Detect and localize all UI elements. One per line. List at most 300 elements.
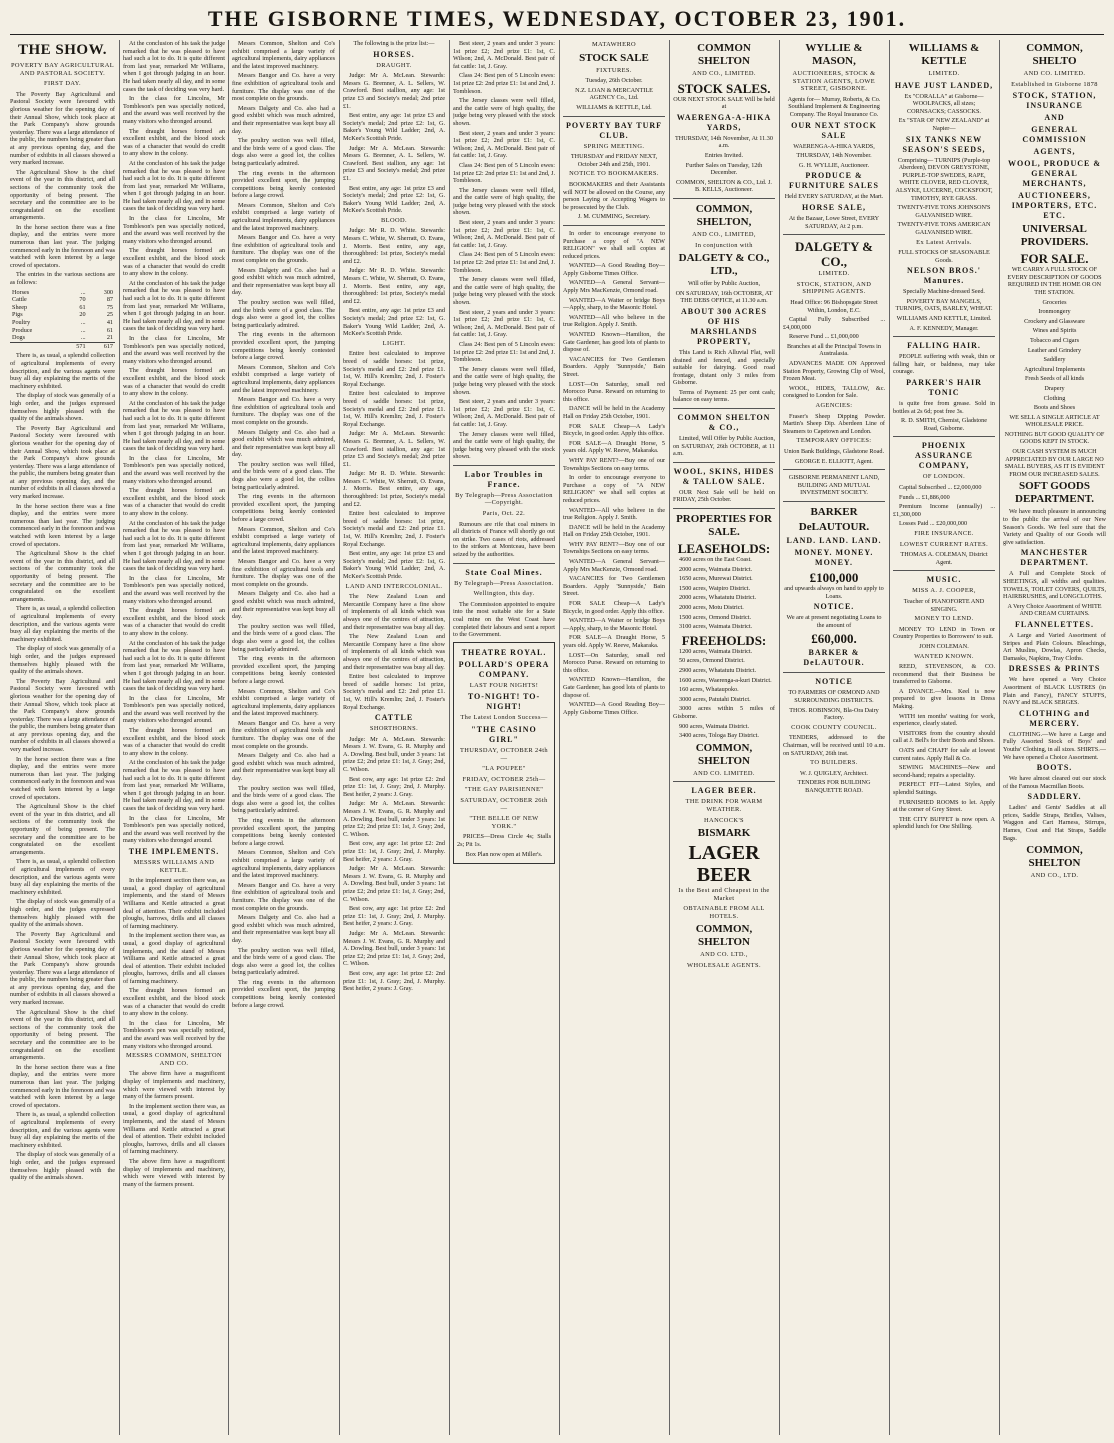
prize-paragraph: The Jersey classes were well filled, and the cattle were of high quality, the judge being very pleased with the stock shown. bbox=[453, 186, 555, 217]
turf-club-heading: POVERTY BAY TURF CLUB. bbox=[565, 120, 663, 140]
article-paragraph: The poultry section was well filled, and the birds were of a good class. The dogs also were a good lot, the collies being particularly admired. bbox=[232, 137, 335, 167]
advert-paragraph: WOOL, HIDES, TALLOW, &c. consigned to London for Sale. bbox=[783, 384, 885, 400]
show-paragraph: There is, as usual, a splendid collection of agricultural implements of every description, and the various agents were busy all day explaining the merits of the machinery exhibited. bbox=[10, 352, 115, 390]
article-paragraph: Messrs Dalgety and Co. also had a good exhibit which was much admired, and their representative was kept busy all day. bbox=[232, 104, 335, 135]
article-paragraph: At the conclusion of his task the judge remarked that he was pleased to have had such a lot to do. It is quite different from last year, remarked Mr Williams, when I got through judging in an hour. He had taken nearly all day, and in some cases the task of deciding was very hard. bbox=[123, 759, 225, 812]
theatre-prices: PRICES—Dress Circle 4s; Stalls 2s; Pit 1s. bbox=[457, 833, 551, 848]
article-paragraph: At the conclusion of his task the judge remarked that he was pleased to have had such a lot to do. It is quite different from last year, remarked Mr Williams, when I got through judging in an hour. He had taken nearly all day, and in some cases the task of deciding was very hard. bbox=[123, 279, 225, 333]
prize-paragraph: Judge: Mr R. D. White. Stewards: Messrs C. White, W. Sherratt, O. Evans, J. Morris. Best entire, any age, thoroughbred: 1st prize, Society's medal and £2. bbox=[343, 267, 445, 305]
advert-line: OUR NEXT STOCK SALE Will be held at bbox=[673, 95, 775, 111]
loan-amount: £100,000 bbox=[809, 569, 859, 585]
advert-line: TWENTY-FIVE TONS AMERICAN GALVANISED WIRE. bbox=[897, 221, 991, 236]
classified-ad: LOST—On Saturday, small red Morocco Purse. Reward on returning to this office. bbox=[563, 651, 665, 674]
entries-total-row: 571 617 bbox=[10, 342, 115, 350]
prize-paragraph: Best entire, any age: 1st prize £3 and Society's medal; 2nd prize £2: 1st, G. Baker's Young Wild Ladder; 2nd, A. McKee's Scottish Pride. bbox=[343, 184, 445, 215]
theatre-company: POLLARD'S OPERA COMPANY. bbox=[458, 659, 550, 679]
advert-paragraph: This Land is Rich Alluvial Flat, well drained and fenced, and specially suitable for dairying. Good road frontage, distant only 3 miles from Gisborne. bbox=[673, 348, 775, 387]
implements-heading: THE IMPLEMENTS. bbox=[128, 846, 220, 856]
advert-line: Union Bank Buildings, Gladstone Road. bbox=[783, 448, 885, 455]
classified-ad: WANTED—All who believe in the true Religion. Apply J. Smith. bbox=[563, 506, 665, 522]
lager-best: Is the Best and Cheapest in the Market bbox=[678, 887, 770, 902]
property-item: 2000 acres, Whatatutu District. bbox=[679, 594, 757, 602]
article-paragraph: The above firm have a magnificent display of implements and machinery, which were viewed with interest by many of the farmers present. bbox=[123, 1070, 225, 1101]
music-teacher: MISS A. J. COOPER, bbox=[912, 587, 976, 595]
builders-heading: TO BUILDERS. bbox=[810, 759, 858, 767]
stock-sales-heading: STOCK SALES. bbox=[677, 80, 771, 96]
advert-heading: WILLIAMS & KETTLE bbox=[908, 42, 980, 67]
lager-brand: HANCOCK'S bbox=[704, 816, 744, 824]
lend-heading: MONEY TO LEND. bbox=[914, 615, 974, 623]
theatre-play-title: "LA POUPEE" bbox=[482, 765, 526, 773]
property-item: 3400 acres, Tologa Bay District. bbox=[679, 732, 759, 740]
labour-dateline: Paris, Oct. 22. bbox=[482, 510, 526, 518]
manchester-heading: MANCHESTER DEPARTMENT. bbox=[1020, 548, 1089, 568]
classified-ad: FOR SALE—A Draught Horse, 5 years old. Apply W. Reeve, Makaraka. bbox=[563, 634, 665, 649]
separator bbox=[783, 501, 885, 502]
fixture-title: STOCK SALE bbox=[579, 51, 649, 64]
entries-table bbox=[10, 289, 115, 351]
show-paragraph: The display of stock was generally of a high order, and the judges expressed themselves highly pleased with the quality of the animals shown. bbox=[10, 392, 115, 423]
advert-paragraph: We have much pleasure in announcing to the public the arrival of our New Season's Goods. We feel sure that the Variety and Quality of our Goods will give satisfaction. bbox=[1003, 508, 1106, 546]
advert-line: and upwards always on hand to apply to Loans. bbox=[784, 584, 884, 600]
article-paragraph: Messrs Common, Shelton and Co's exhibit comprised a large variety of agricultural implements, dairy appliances and the latest improved machinery. bbox=[232, 687, 335, 718]
classified-ad: WHY PAY RENT?—Buy one of our Townships Sections on easy terms. bbox=[563, 456, 665, 472]
prize-paragraph: Judge: Mr A. McLean. Stewards: Messrs J. W. Evans, G. R. Murphy and A. Dowling. Best bull, under 3 years: 1st prize £2; 2nd prize £1: 1st, J. Gray; 2nd, C. Wilson. bbox=[343, 800, 445, 838]
goods-line: Agricultural Implements bbox=[1024, 365, 1085, 373]
show-paragraph: In the horse section there was a fine display, and the entries were more numerous than last year. The judging commenced early in the forenoon and was watched with keen interest by a large crowd of spectators. bbox=[10, 502, 115, 548]
notice-heading: NOTICE. bbox=[813, 602, 855, 612]
advert-signature: WILLIAMS AND KETTLE, Limited. bbox=[896, 315, 992, 323]
properties-heading: PROPERTIES FOR SALE. bbox=[676, 513, 772, 539]
advert-subheading: AND CO., LIMITED, bbox=[692, 230, 756, 238]
article-paragraph: In the class for Lincolns, Mr Tombleson's pen was specially noticed, and the award was well received by the many visitors who thronged around. bbox=[123, 694, 225, 725]
dalgety-agents: STOCK, STATION, AND SHIPPING AGENTS. bbox=[796, 280, 872, 296]
goods-line: Crockery and Glassware bbox=[1024, 317, 1085, 325]
prize-paragraph: Class 24: Best pen of 5 Lincoln ewes: 1st prize £2: 2nd prize £1: 1st and 2nd, J. Tombleson. bbox=[453, 161, 555, 185]
prize-paragraph: Best steer, 2 years and under 3 years: 1st prize £2; 2nd prize £1: 1st, C. Wilson; 2nd, A. McDonald. Best pair of fat cattle: 1st, J. Gray. bbox=[453, 129, 555, 160]
section-subheading: LAND AND INTERCOLONIAL. bbox=[345, 582, 443, 590]
prize-paragraph: Judge: Mr A. McLean. Stewards: Messrs G. Bremner, A. L. Sellers, W. Crawford. Best stallion, any age: 1st prize £3 and Society's medal; 2nd prize £1. bbox=[343, 430, 445, 468]
labour-source: By Telegraph—Press Association—Copyright. bbox=[455, 491, 553, 507]
advert-subheading: AND CO., LTD. bbox=[1030, 872, 1079, 880]
flannelettes-heading: FLANNELETTES. bbox=[1014, 619, 1095, 629]
prize-paragraph: Class 24: Best pen of 5 Lincoln ewes: 1st prize £2: 2nd prize £1: 1st and 2nd, J. Tombleson. bbox=[453, 340, 555, 364]
theatre-last-nights: LAST FOUR NIGHTS! bbox=[469, 681, 539, 689]
prize-paragraph: Judge: Mr A. McLean. Stewards: Messrs J. W. Evans, G. R. Murphy and A. Dowling. Best bull, under 3 years: 1st prize £2; 2nd prize £1: 1st, J. Gray; 2nd, C. Wilson. bbox=[343, 735, 445, 774]
advert-paragraph: is quite free from grease. Sold in bottles at 2s 6d; post free 3s. bbox=[893, 400, 995, 415]
separator bbox=[673, 408, 775, 409]
column-judging bbox=[123, 40, 225, 1435]
show-day: FIRST DAY. bbox=[44, 80, 81, 88]
advert-line: Comprising— TURNIPS (Purple-top Aberdeen), DEVON GREYSTONE, PURPLE-TOP SWEDES, RAPE, WHITE CLOVER, RED CLOVER, ALSYKE, LUCERNE, COCKSFOOT, TIMOTHY, RYE GRASS. bbox=[895, 156, 993, 202]
fixture-line: Tuesday, 26th October. bbox=[585, 77, 643, 85]
prize-paragraph: Judge: Mr A. McLean. Stewards: Messrs G. Bremner, A. L. Sellers, W. Crawford. Best stallion, any age: 1st prize £3 and Society's medal; 2nd prize £1. bbox=[343, 72, 445, 110]
advert-line: WAERENGA-A-HIKA YARDS, bbox=[793, 142, 875, 150]
article-paragraph: In the class for Lincolns, Mr Tombleson's pen was specially noticed, and the award was well received by the many visitors who thronged around. bbox=[123, 574, 225, 605]
labour-heading: Labor Troubles in France. bbox=[464, 469, 544, 489]
property-item: 3100 acres, Waimata District. bbox=[679, 623, 753, 631]
show-paragraph: The display of stock was generally of a high order, and the judges expressed themselves highly pleased with the quality of the animals shown. bbox=[10, 1151, 115, 1182]
masthead-title: THE GISBORNE TIMES, WEDNESDAY, OCTOBER 23, 1901. bbox=[207, 6, 907, 31]
advert-line: Ex "STAR OF NEW ZEALAND" at Napier— bbox=[898, 117, 990, 132]
separator bbox=[563, 225, 665, 226]
property-item: 160 acres, Whataupoko. bbox=[679, 686, 739, 694]
advert-line: WE CARRY A FULL STOCK OF EVERY DESCRIPTION OF GOODS REQUIRED IN THE HOME OR ON THE STATION. bbox=[1007, 266, 1102, 296]
classified-ad: WANTED—A Waiter or bridge Boys—Apply, sharp, to the Masonic Hotel. bbox=[563, 296, 665, 312]
advert-signature: GEORGE E. ELLIOTT, Agent. bbox=[795, 457, 873, 465]
money-line: MONEY. MONEY. MONEY. bbox=[794, 547, 874, 567]
classified-ad: In order to encourage everyone to Purchase a copy of "A NEW RELIGION" we shall sell copies at reduced prices. bbox=[563, 474, 665, 504]
prize-paragraph: The Jersey classes were well filled, and the cattle were of high quality, the judge being very pleased with the stock shown. bbox=[453, 97, 555, 127]
advert-line: TWENTY-FIVE TONS JOHNSON'S GALVANISED WIRE. bbox=[897, 204, 991, 219]
article-paragraph: The ring events in the afternoon provided excellent sport, the jumping competitions being keenly contested before a large crowd. bbox=[232, 169, 335, 200]
classified-ad: WANTED Known—Hamilton, the Gate Gardener, has good lots of plants to dispose of. bbox=[563, 676, 665, 699]
council-heading: COOK COUNTY COUNCIL. bbox=[791, 723, 877, 731]
advert-heading: STOCK, STATION, INSURANCE bbox=[1012, 91, 1097, 111]
section-subheading: LIGHT. bbox=[382, 339, 406, 347]
advert-heading: HAVE JUST LANDED, bbox=[894, 80, 994, 90]
article-paragraph: The poultry section was well filled, and the birds were of a good class. The dogs also were a good lot, the collies being particularly admired. bbox=[232, 784, 335, 815]
article-paragraph: The draught horses formed an excellent exhibit, and the blood stock was of a character that would do credit to any show in the colony. bbox=[123, 987, 225, 1018]
advert-paragraph: A Large and Varied Assortment of Stripes and Plain Colours. Bleachings, Art Muslins, Dowlas, Apron Checks, Damasks, Napkins, Tray Cloths. bbox=[1003, 631, 1106, 662]
article-paragraph: Messrs Bangor and Co. have a very fine exhibition of agricultural tools and furniture. The display was one of the most complete on the grounds. bbox=[232, 72, 335, 103]
advert-heading: COMMON, SHELTON, bbox=[695, 202, 753, 228]
prize-paragraph: Best entire, any age: 1st prize £3 and Society's medal; 2nd prize £2: 1st, G. Baker's Young Wild Ladder; 2nd, A. McKee's Scottish Pride. bbox=[343, 307, 445, 338]
show-paragraph: In the horse section there was a fine display, and the entries were more numerous than last year. The judging commenced early in the forenoon and was watched with keen interest by a large crowd of spectators. bbox=[10, 755, 115, 801]
article-paragraph: At the conclusion of his task the judge remarked that he was pleased to have had such a lot to do. It is quite different from last year, remarked Mr Williams, when I got through judging in an hour. He had taken nearly all day, and in some cases the task of deciding was very hard. bbox=[123, 159, 225, 213]
section-heading: HORSES. bbox=[373, 49, 415, 59]
advert-line: WE SELL A SINGLE ARTICLE AT WHOLESALE PRICE. bbox=[1009, 413, 1100, 429]
fixtures-label: FIXTURES. bbox=[596, 66, 632, 74]
article-paragraph: Messrs Common, Shelton and Co's exhibit comprised a large variety of agricultural implements, dairy appliances and the latest improved machinery. bbox=[232, 363, 335, 394]
property-item: 3000 acres, Patutahi District. bbox=[679, 695, 751, 703]
music-heading: MUSIC. bbox=[926, 575, 962, 585]
advert-heading: COMMON, SHELTON bbox=[695, 923, 753, 949]
article-paragraph: In the class for Lincolns, Mr Tombleson's pen was specially noticed, and the award was well received by the many visitors who thronged around. bbox=[123, 1019, 225, 1050]
column-common-shelton bbox=[673, 40, 775, 1435]
advert-heading: BARKER & DeLAUTOUR. bbox=[803, 648, 865, 668]
advert-heading: COMMON SHELTON bbox=[697, 42, 751, 67]
prize-intro: The following is the prize list:— bbox=[353, 40, 435, 47]
goods-line: Drapery bbox=[1044, 384, 1065, 392]
advert-line: TO FARMERS OF ORMOND AND SURROUNDING DISTRICTS. bbox=[788, 689, 880, 704]
lager-tagline: THE DRINK FOR WARM WEATHER. bbox=[685, 798, 763, 813]
advert-line: OUR CASH SYSTEM IS MUCH APPRECIATED BY OUR LARGE NO SMALL BUYERS, AS IT IS EVIDENT FROM OUR INCREASED SALES. bbox=[1004, 448, 1105, 478]
clothing-heading: CLOTHING and MERCERY. bbox=[1019, 708, 1090, 728]
news-paragraph: Rumours are rife that coal miners in all districts of France will shortly go out on strike. Two cases of riots, addressed to the strikers at Montceau, have been seized by the authorities. bbox=[453, 520, 555, 559]
show-paragraph: The Poverty Bay Agricultural and Pastoral Society were favoured with glorious weather for the opening day of their Annual Show, which took place at the Park Company's show grounds yesterday. There was a large attendance of the public, the numbers being greater than at any previous opening day, and the number of exhibits in all classes showed a very marked increase. bbox=[10, 930, 115, 1007]
advert-paragraph: OUR Next Sale will be held on FRIDAY, 25th October. bbox=[673, 488, 775, 504]
phoenix-heading: PHOENIX ASSURANCE COMPANY, bbox=[915, 441, 973, 471]
article-paragraph: The poultry section was well filled, and the birds were of a good class. The dogs also were a good lot, the collies being particularly admired. bbox=[232, 622, 335, 653]
property-item: 1600 acres, Waerenga-a-kuri District. bbox=[679, 676, 772, 684]
advert-paragraph: MONEY TO LEND in Town or Country Properties to Borrowers' to suit. bbox=[893, 625, 995, 641]
advert-heading: OUR NEXT STOCK SALE bbox=[791, 120, 877, 140]
advert-heading: GENERAL COMMISSION bbox=[1022, 125, 1087, 145]
universal-heading: UNIVERSAL PROVIDERS. bbox=[1020, 223, 1089, 249]
article-paragraph: Messrs Common, Shelton and Co's exhibit comprised a large variety of agricultural implements, dairy appliances and the latest improved machinery. bbox=[232, 201, 335, 232]
advert-paragraph: Ladies' and Gents' Saddles at all prices, Saddle Straps, Bridles, Valises, Waggon and Cart Harness, Stirrups, Hames, Coat and Hat Straps, Saddle Bags. bbox=[1003, 804, 1106, 842]
separator bbox=[453, 465, 555, 466]
column-prize-list bbox=[343, 40, 445, 1435]
implements-subheading: MESSRS COMMON, SHELTON AND CO. bbox=[126, 1052, 222, 1067]
entries-row: Sheep 61 75 bbox=[12, 303, 113, 311]
advert-line: Losses Paid ... £20,000,000 bbox=[899, 520, 968, 528]
column-divider bbox=[669, 40, 670, 1435]
article-paragraph: In the class for Lincolns, Mr Tombleson's pen was specially noticed, and the award was well received by the many visitors who thronged around. bbox=[123, 334, 225, 365]
advert-heading: AUCTIONEERS, IMPORTERS, ETC. ETC. bbox=[1011, 191, 1098, 221]
article-paragraph: Messrs Dalgety and Co. also had a good exhibit which was much admired, and their representative was kept busy all day. bbox=[232, 590, 335, 621]
entries-row: Produce ... 61 bbox=[12, 326, 113, 334]
classified-ad: WANTED—A Waiter or bridge Boys—Apply, sharp, to the Masonic Hotel. bbox=[563, 617, 665, 632]
advert-line: POVERTY BAY MANGELS, TURNIPS, OATS, BARLEY, WHEAT. bbox=[895, 297, 993, 313]
prize-paragraph: Entire best calculated to improve breed of saddle horses: 1st prize, Society's medal and £2: 2nd prize £1. 1st, W. Hill's Kremlin; 2nd, J. Foster's Royal Exchange. bbox=[343, 390, 445, 428]
prize-paragraph: Class 24: Best pen of 5 Lincoln ewes: 1st prize £2: 2nd prize £1: 1st and 2nd, J. Tombleson. bbox=[453, 72, 555, 95]
article-paragraph: The draught horses formed an excellent exhibit, and the blood stock was of a character that would do credit to any show in the colony. bbox=[123, 487, 225, 518]
property-item: 1500 acres, Waipiro District. bbox=[679, 584, 751, 592]
article-paragraph: The above firm have a magnificent display of implements and machinery, which were viewed with interest by many of the farmers present. bbox=[123, 1157, 225, 1188]
wanted-heading: WANTED KNOWN. bbox=[914, 652, 974, 660]
column-divider bbox=[119, 40, 120, 1435]
show-paragraph: The Agricultural Show is the chief event of the year in this district, and all sections of the community took the opportunity of being present. The secretary and the committee are to be congratulated on the excellent arrangements. bbox=[10, 803, 115, 856]
column-divider bbox=[339, 40, 340, 1435]
separator bbox=[673, 781, 775, 782]
advert-paragraph: Terms of Payment: 25 per cent cash; balance on easy terms. bbox=[673, 388, 775, 404]
classified-ad: WANTED—A Good Reading Boy—Apply Gisborne Times Office. bbox=[563, 262, 665, 277]
state-coal-heading: State Coal Mines. bbox=[465, 567, 543, 577]
show-paragraph: In the horse section there was a fine display, and the entries were more numerous than last year. The judging commenced early in the forenoon and was watched with keen interest by a large crowd of spectators. bbox=[10, 1063, 115, 1109]
entries-row: Cattle 70 87 bbox=[12, 296, 113, 304]
advert-signature: G. H. WYLLIE, Auctioneer. bbox=[798, 161, 870, 169]
show-paragraph: There is, as usual, a splendid collection of agricultural implements of every description, and the various agents were busy all day explaining the merits of the machinery exhibited. bbox=[10, 605, 115, 643]
show-paragraph: In the horse section there was a fine display, and the entries were more numerous than last year. The judging commenced early in the forenoon and was watched with keen interest by a large crowd of spectators. bbox=[10, 223, 115, 269]
advert-signature: A. F. KENNEDY, Manager. bbox=[909, 324, 979, 332]
news-paragraph: The Commission appointed to enquire into the most suitable site for a State coal mine on the West Coast have completed their labours and sent a report to the Government. bbox=[453, 600, 555, 639]
advert-subheading: In conjunction with bbox=[695, 241, 753, 249]
classified-ad: FURNISHED ROOMS to let. Apply at the corner of Grey Street. bbox=[893, 798, 995, 814]
article-paragraph: Messrs Common, Shelton and Co's exhibit comprised a large variety of agricultural implements, dairy appliances and the latest improved machinery. bbox=[232, 849, 335, 880]
advert-line: Held EVERY SATURDAY, at the Mart. bbox=[784, 193, 884, 201]
theatre-date: SATURDAY, OCTOBER 26th— bbox=[460, 796, 548, 812]
soft-goods-heading: SOFT GOODS DEPARTMENT. bbox=[1015, 480, 1094, 506]
prize-paragraph: The Jersey classes were well filled, and the cattle were of high quality, the judge being very pleased with the stock shown. bbox=[453, 430, 555, 461]
separator bbox=[673, 198, 775, 199]
advert-heading: COMMON, SHELTON bbox=[1026, 844, 1083, 870]
show-paragraph: There is, as usual, a splendid collection of agricultural implements of every description, and the various agents were busy all day explaining the merits of the machinery exhibited. bbox=[10, 858, 115, 896]
advert-line: Branches at all the Principal Towns in Australasia. bbox=[787, 342, 881, 358]
leaseholds-heading: LEASEHOLDS: bbox=[677, 541, 771, 557]
goods-line: Saddlery bbox=[1043, 356, 1066, 364]
advert-heading: COMMON, SHELTO bbox=[1026, 42, 1083, 67]
article-paragraph: The draught horses formed an excellent exhibit, and the blood stock was of a character that would do credit to any show in the colony. bbox=[123, 367, 225, 398]
advert-line: NOTHING BUT GOOD QUALITY OF GOODS KEPT IN STOCK. bbox=[1004, 430, 1105, 446]
fixture-line: N.Z. LOAN & MERCANTILE AGENCY Co., Ltd. bbox=[575, 86, 653, 102]
show-paragraph: The Agricultural Show is the chief event of the year in this district, and all sections of the community took the opportunity of being present. The secretary and the committee are to be congratulated on the excellent arrangements. bbox=[10, 1008, 115, 1062]
advert-paragraph: A Full and Complete Stock of SHEETINGS, all widths and qualities. TOWELS, TOILET COVERS, QUILTS, HAIRBRUSHES, and LONGCLOTHS. bbox=[1003, 570, 1106, 601]
article-paragraph: Messrs Dalgety and Co. also had a good exhibit which was much admired, and their representative was kept busy all day. bbox=[232, 752, 335, 783]
classified-ad: WANTED—All who believe in the true Religion. Apply J. Smith. bbox=[563, 313, 665, 329]
advert-signature: R. D. SMITH, Chemist, Gladstone Road, Gisborne. bbox=[901, 417, 987, 432]
article-paragraph: The draught horses formed an excellent exhibit, and the blood stock was of a character that would do credit to any show in the colony. bbox=[123, 607, 225, 637]
phoenix-insurance: FIRE INSURANCE. bbox=[914, 529, 974, 537]
prize-paragraph: Best steer, 2 years and under 3 years: 1st prize £2; 2nd prize £1: 1st, C. Wilson; 2nd, A. McDonald. Best pair of fat cattle: 1st, J. Gray. bbox=[453, 40, 555, 70]
advert-paragraph: PEOPLE suffering with weak, thin or falling hair, or baldness, may take courage. bbox=[893, 353, 995, 376]
freeholds-heading: FREEHOLDS: bbox=[681, 632, 767, 648]
turf-paragraph: BOOKMAKERS and their Assistants will NOT be allowed on the Course, any person Laying or Accepting Wagers to be prosecuted by the Club. bbox=[563, 180, 665, 211]
turf-signature: J. M. CUMMING, Secretary. bbox=[577, 213, 651, 221]
nelson-heading: NELSON BROS.' Manures. bbox=[907, 266, 981, 286]
classified-ad: LOST—On Saturday, small red Morocco Purse. Reward on returning to this office. bbox=[563, 380, 665, 403]
loan-amount: £60,000. bbox=[811, 631, 857, 647]
article-paragraph: In the class for Lincolns, Mr Tombleson's pen was specially noticed, and the award was well received by the many visitors who thronged around. bbox=[123, 95, 225, 125]
boots-heading: BOOTS. bbox=[1036, 763, 1073, 773]
classified-ad: A DVANCE.—Mrs. Keel is now prepared to give lessons in Dress Making. bbox=[893, 687, 995, 711]
column-show bbox=[10, 40, 115, 1435]
article-paragraph: In the class for Lincolns, Mr Tombleson's pen was specially noticed, and the award was well received by the many visitors who thronged around. bbox=[123, 454, 225, 485]
article-paragraph: In the implement section there was, as usual, a good display of agricultural implements, and the stand of Messrs Williams and Kettle attracted a great deal of attention. Their exhibit included ploughs, harrows, drills and all classes of farming machinery. bbox=[123, 932, 225, 985]
advert-signature: COMMON, SHELTON & CO., Ltd. J. B. KELLS, Auctioneer. bbox=[676, 178, 772, 194]
advert-paragraph: ADVANCES MADE ON Approved Station Property, Growing Clip of Wool, Frozen Meat. bbox=[783, 360, 885, 383]
lager-obtain: OBTAINABLE FROM ALL HOTELS. bbox=[683, 905, 765, 920]
column-notices bbox=[563, 40, 665, 1435]
article-paragraph: In the implement section there was, as usual, a good display of agricultural implements, and the stand of Messrs Williams and Kettle attracted a great deal of attention. Their exhibit included ploughs, harrows, drills and all classes of farming machinery. bbox=[123, 877, 225, 930]
advert-subheading: AND CO. LTD., bbox=[700, 951, 748, 959]
section-subheading: DRAUGHT. bbox=[376, 61, 412, 69]
hair-heading: FALLING HAIR. bbox=[907, 341, 981, 351]
theatre-play-title: "THE GAY PARISIENNE" bbox=[464, 786, 544, 794]
land-line: LAND. LAND. LAND. bbox=[786, 535, 882, 545]
classified-ad: THE CITY BUFFET is now open. A splendid lunch for One Shilling. bbox=[893, 815, 995, 831]
advert-line: Funds ... £1,886,000 bbox=[899, 493, 950, 501]
delautour-heading: DeLAUTOUR. bbox=[798, 520, 870, 533]
separator bbox=[783, 234, 885, 235]
show-paragraph: The Poverty Bay Agricultural and Pastoral Society were favoured with glorious weather for the opening day of their Annual Show, which took place at the Park Company's show grounds yesterday. There was a large attendance of the public, the numbers being greater than at any previous opening day, and the number of exhibits in all classes showed a very marked increase. bbox=[10, 677, 115, 754]
prize-paragraph: The New Zealand Loan and Mercantile Company have a fine show of implements of all kinds which was always one of the centres of attraction, and their representative was busy all day. bbox=[343, 593, 445, 631]
property-item: 2900 acres, Whatatutu District. bbox=[679, 666, 757, 674]
classified-ad: WANTED—A General Servant—Apply Mrs MacKenzie, Ormond road. bbox=[563, 558, 665, 573]
theatre-play-title: "THE BELLE OF NEW YORK." bbox=[469, 815, 539, 830]
section-heading: CATTLE bbox=[374, 713, 414, 723]
prize-paragraph: Judge: Mr A. McLean. Stewards: Messrs G. Bremner, A. L. Sellers, W. Crawford. Best stallion, any age: 1st prize £3 and Society's medal; 2nd prize £1. bbox=[343, 144, 445, 182]
prize-paragraph: Entire best calculated to improve breed of saddle horses: 1st prize, Society's medal and £2: 2nd prize £1. 1st, W. Hill's Kremlin; 2nd, J. Foster's Royal Exchange. bbox=[343, 350, 445, 388]
entries-row: Dogs ... 21 bbox=[12, 334, 113, 342]
column-divider bbox=[449, 40, 450, 1435]
advert-heading: WYLLIE & MASON, bbox=[805, 42, 863, 67]
article-paragraph: At the conclusion of his task the judge remarked that he was pleased to have had such a lot to do. It is quite different from last year, remarked Mr Williams, when I got through judging in an hour. He had taken nearly all day, and in some cases the task of deciding was very hard. bbox=[123, 399, 225, 453]
article-paragraph: The draught horses formed an excellent exhibit, and the blood stock was of a character that would do credit to any show in the colony. bbox=[123, 727, 225, 757]
theatre-tonight: TO-NIGHT! TO-NIGHT! bbox=[467, 692, 541, 712]
separator bbox=[893, 336, 995, 337]
advert-paragraph: CLOTHING.—We have a Large and Fully Assorted Stock of Boys' and Youths' Clothing, in all sizes. SHIRTS.—We have opened a Choice Assortment. bbox=[1003, 730, 1106, 761]
article-paragraph: The poultry section was well filled, and the birds were of a good class. The dogs also were a good lot, the collies being particularly admired. bbox=[232, 946, 335, 977]
article-paragraph: The draught horses formed an excellent exhibit, and the blood stock was of a character that would do credit to any show in the colony. bbox=[123, 127, 225, 158]
show-heading: THE SHOW. bbox=[18, 42, 107, 58]
classified-ad: FOR SALE—A Draught Horse, 5 years old. Apply W. Reeve, Makaraka. bbox=[563, 439, 665, 455]
turf-dates: THURSDAY and FRIDAY NEXT, October 24th and 25th, 1901. bbox=[570, 153, 658, 168]
property-item: 2000 acres, Motu District. bbox=[679, 604, 744, 611]
goods-line: Groceries bbox=[1042, 298, 1067, 306]
advert-line: We are at present negotiating Loans to the amount of bbox=[786, 614, 882, 629]
advert-line: At the Bazaar, Lowe Street, EVERY SATURDAY, At 2 p.m. bbox=[788, 214, 880, 230]
advert-line: FULL STOCKS OF SEASONABLE Goods. bbox=[898, 249, 990, 264]
article-paragraph: Messrs Bangor and Co. have a very fine exhibition of agricultural tools and furniture. The display was one of the most complete on the grounds. bbox=[232, 234, 335, 265]
article-paragraph: Messrs Common, Shelton and Co's exhibit comprised a large variety of agricultural implements, dairy appliances and the latest improved machinery. bbox=[232, 40, 335, 70]
column-exhibits bbox=[232, 40, 335, 1435]
property-item: 1500 acres, Ormond District. bbox=[679, 613, 751, 621]
advert-line: Agents for— Murray, Roberts, & Co. Southland Implement & Engineering Company. The Royal Insurance Co. bbox=[787, 95, 881, 118]
classified-ad: WANTED—A General Servant—Apply Mrs MacKenzie, Ormond road. bbox=[563, 279, 665, 295]
advert-line: Capital Fully Subscribed ... £4,000,000 bbox=[783, 316, 885, 331]
lager-heading: LAGER BEER. bbox=[691, 786, 757, 796]
seeds-heading: SIX TANKS NEW SEASON'S SEEDS, bbox=[902, 134, 986, 154]
section-subheading: BLOOD. bbox=[380, 216, 407, 224]
classified-ad: WHY PAY RENT?—Buy one of our Townships Sections on easy terms. bbox=[563, 540, 665, 556]
theatre-date: THURSDAY, OCTOBER 24th— bbox=[459, 746, 549, 762]
implements-subheading: MESSRS WILLIAMS AND KETTLE. bbox=[133, 858, 215, 874]
prize-paragraph: Best cow, any age: 1st prize £2: 2nd prize £1: 1st, J. Gray; 2nd, J. Murphy. Best heifer, 2 years: J. Gray. bbox=[343, 969, 445, 993]
advert-line: THURSDAY, 14th November. bbox=[796, 152, 872, 160]
prize-paragraph: Entire best calculated to improve breed of saddle horses: 1st prize, Society's medal and £2: 2nd prize £1. 1st, W. Hill's Kremlin; 2nd, J. Foster's Royal Exchange. bbox=[343, 673, 445, 711]
advert-heading: PRODUCE & FURNITURE SALES bbox=[789, 171, 879, 191]
prize-paragraph: Judge: Mr R. D. White. Stewards: Messrs C. White, W. Sherratt, O. Evans, J. Morris. Best entire, any age, thoroughbred: 1st prize, Society's medal and £2. bbox=[343, 470, 445, 508]
article-paragraph: The ring events in the afternoon provided excellent sport, the jumping competitions being keenly contested before a large crowd. bbox=[232, 817, 335, 847]
advert-signature: W. J. QUIGLEY, Architect. bbox=[800, 769, 868, 777]
column-wyllie-mason bbox=[783, 40, 885, 1435]
property-item: 50 acres, Ormond District. bbox=[679, 657, 745, 665]
prize-paragraph: The Jersey classes were well filled, and the cattle were of high quality, the judge being very pleased with the stock shown. bbox=[453, 276, 555, 306]
classified-ad: In order to encourage everyone to Purchase a copy of "A NEW RELIGION" we shall sell copies at reduced prices. bbox=[563, 229, 665, 260]
article-paragraph: Messrs Dalgety and Co. also had a good exhibit which was much admired, and their representative was kept busy all day. bbox=[232, 914, 335, 944]
article-paragraph: Messrs Dalgety and Co. also had a good exhibit which was much admired, and their representative was kept busy all day. bbox=[232, 266, 335, 297]
classified-ad: WANTED—A Good Reading Boy—Apply Gisborne Times Office. bbox=[563, 701, 665, 716]
entries-row: Pigs 20 25 bbox=[12, 311, 113, 319]
article-paragraph: The ring events in the afternoon provided excellent sport, the jumping competitions being keenly contested before a large crowd. bbox=[232, 493, 335, 524]
advert-line: Specially Machine-dressed Seed. bbox=[903, 288, 985, 296]
advert-paragraph: We have opened a Very Choice Assortment of BLACK LUSTRES (in Plain and Fancy), FANCY STUFFS, NAVY and BLACK SERGES. bbox=[1003, 676, 1106, 707]
fixture-heading: MATAWHERO bbox=[591, 41, 637, 48]
advert-line: ON SATURDAY, 16th OCTOBER, AT THE DEBS OFFICE, at 11.30 a.m. bbox=[675, 289, 773, 305]
separator bbox=[673, 462, 775, 463]
advert-heading: AGENTS, bbox=[1033, 147, 1076, 157]
prize-paragraph: The Jersey classes were well filled, and the cattle were of high quality, the judge being very pleased with the stock shown. bbox=[453, 365, 555, 396]
advert-line: GISBORNE PERMANENT LAND, BUILDING AND MUTUAL INVESTMENT SOCIETY. bbox=[788, 474, 880, 497]
established-line: Established in Gisborne 1878 bbox=[1011, 80, 1098, 88]
column-divider bbox=[228, 40, 229, 1435]
theatre-box-plan: Box Plan now open at Miller's. bbox=[465, 850, 543, 858]
advert-heading: WOOL, PRODUCE & GENERAL MERCHANTS, bbox=[1008, 159, 1101, 189]
entries-caption: The entries in the various sections are as follows: bbox=[10, 271, 115, 287]
article-paragraph: Messrs Bangor and Co. have a very fine exhibition of agricultural tools and furniture. The display was one of the most complete on the grounds. bbox=[232, 881, 335, 912]
column-divider bbox=[999, 40, 1000, 1435]
advert-subheading: AND CO., LIMITED. bbox=[692, 70, 756, 77]
show-paragraph: The display of stock was generally of a high order, and the judges expressed themselves highly pleased with the quality of the animals shown. bbox=[10, 645, 115, 676]
article-paragraph: Messrs Bangor and Co. have a very fine exhibition of agricultural tools and furniture. The display was one of the most complete on the grounds. bbox=[232, 719, 335, 750]
property-item: 900 acres, Waimata District. bbox=[679, 722, 750, 730]
advert-line: Further Sales on Tuesday, 12th December. bbox=[685, 161, 763, 177]
prize-paragraph: Best steer, 2 years and under 3 years: 1st prize £2; 2nd prize £1: 1st, C. Wilson; 2nd, A. McDonald. Best pair of fat cattle: 1st, J. Gray. bbox=[453, 398, 555, 428]
dresses-heading: DRESSES & PRINTS bbox=[1008, 664, 1101, 674]
advert-heading: AND bbox=[1044, 113, 1065, 123]
advert-subheading: Ex Latest Arrivals. bbox=[916, 238, 972, 246]
prize-paragraph: Best entire, any age: 1st prize £3 and Society's medal; 2nd prize £2: 1st, G. Baker's Young Wild Ladder; 2nd, A. McKee's Scottish Pride. bbox=[343, 550, 445, 580]
advert-acres: ABOUT 300 ACRES OF HIS MARSHLANDS PROPERTY, bbox=[681, 306, 767, 346]
phoenix-city: OF LONDON. bbox=[922, 473, 966, 481]
temporary-heading: TEMPORARY OFFICES: bbox=[796, 437, 872, 445]
advert-paragraph: We have almost cleared out our stock of the Famous Macmillan Boots. bbox=[1003, 775, 1106, 790]
column-divider bbox=[889, 40, 890, 1435]
theatre-advert bbox=[453, 642, 555, 864]
show-paragraph: The Agricultural Show is the chief event of the year in this district, and all sections of the community took the opportunity of being present. The secretary and the committee are to be congratulated on the excellent arrangements. bbox=[10, 550, 115, 603]
